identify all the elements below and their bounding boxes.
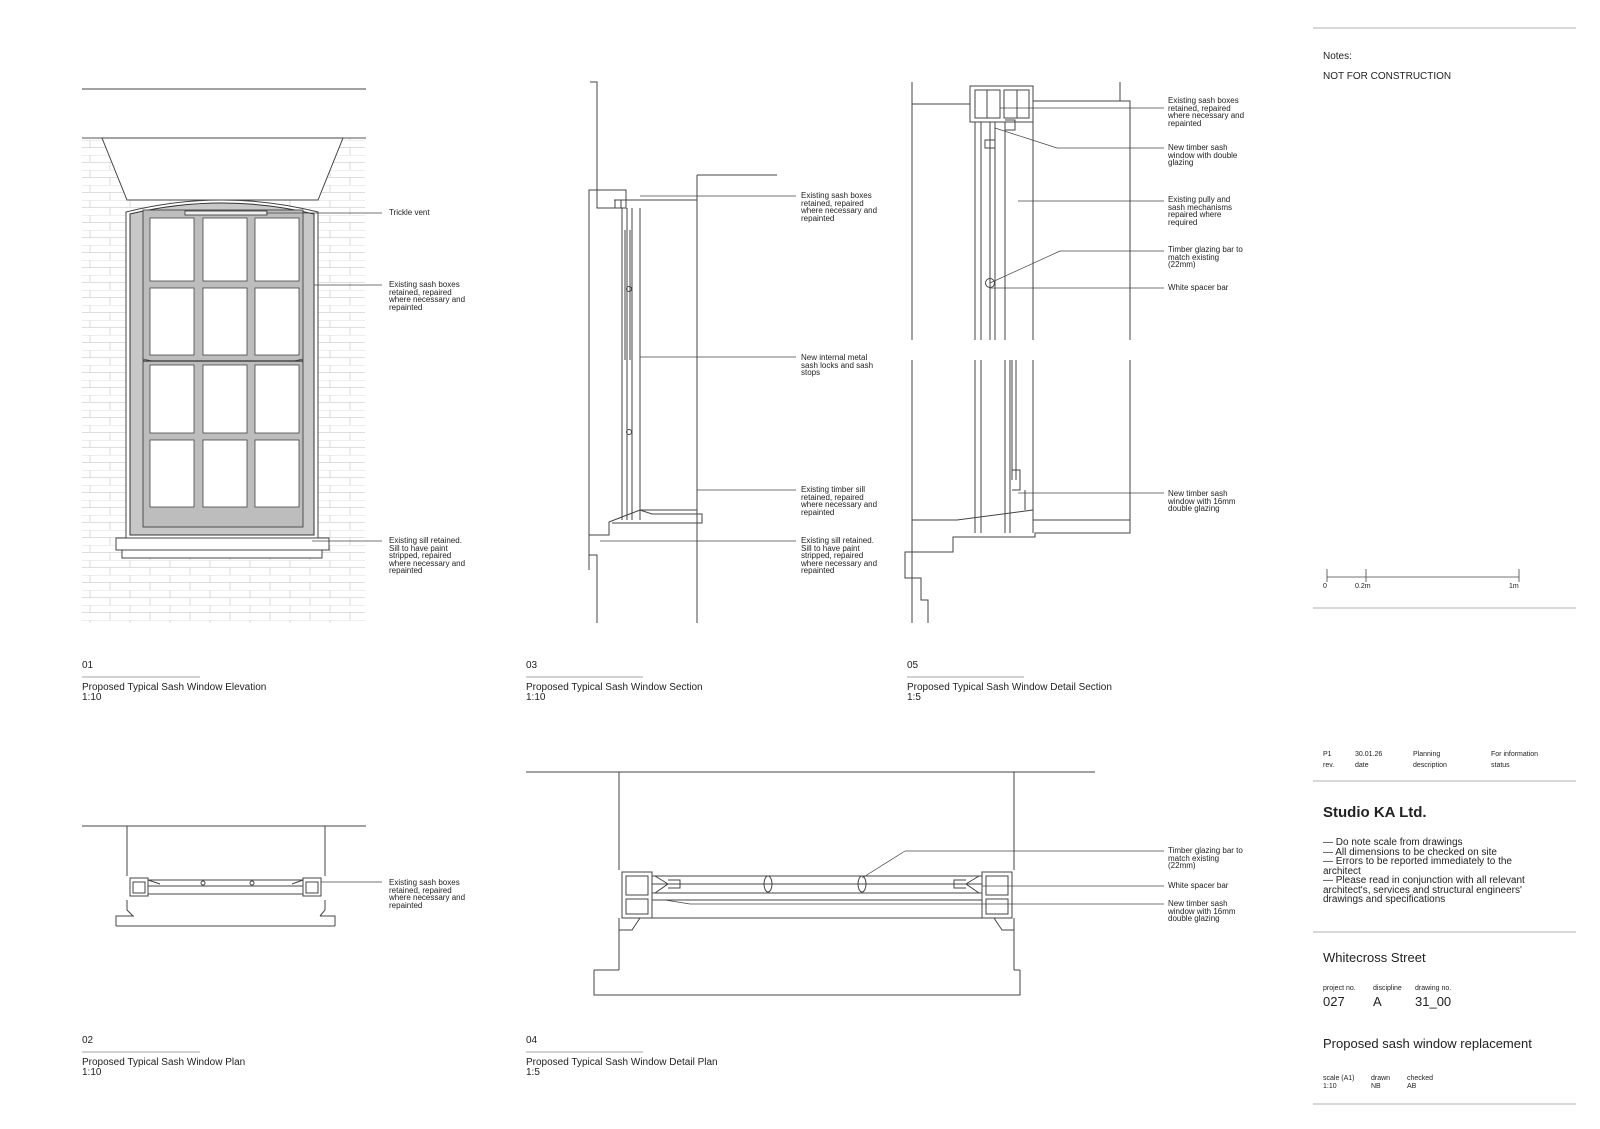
discipline-label: discipline (1373, 985, 1402, 992)
notes-text: NOT FOR CONSTRUCTION (1323, 71, 1452, 82)
sill (116, 538, 329, 550)
annotation-spacer-bar: White spacer bar (1168, 283, 1229, 292)
drawn-value: NB (1371, 1083, 1381, 1090)
description-label: description (1413, 762, 1447, 769)
annotation-new-sash: New timber sash window with double glazing (1168, 143, 1238, 168)
drawing-number: 04 (526, 1035, 538, 1046)
scale-bar (1327, 569, 1519, 582)
drawing-scale: 1:5 (526, 1067, 540, 1078)
annotation-spacer-bar: White spacer bar (1168, 881, 1229, 890)
drawn-label: drawn (1371, 1075, 1391, 1082)
scale-bar-label: 1m (1509, 583, 1519, 590)
annotation-sash-boxes: Existing sash boxes retained, repaired where necessary and repainted (389, 280, 466, 312)
status-value: For information (1491, 751, 1539, 758)
section-drawing (589, 82, 796, 623)
annotation-timber-sill: Existing timber sill retained, repaired where necessary and repainted (801, 485, 878, 517)
status-label: status (1491, 762, 1510, 769)
title-block-lines (1313, 28, 1576, 1104)
plan-drawing (82, 826, 382, 926)
scale-value: 1:10 (1323, 1083, 1337, 1090)
drawing-title-main: Proposed sash window replacement (1323, 1036, 1532, 1051)
drawing-title: Proposed Typical Sash Window Section (526, 682, 703, 693)
annotation-glazing-bar: Timber glazing bar to match existing (22mm) (1168, 245, 1243, 270)
drawing-no: 31_00 (1415, 994, 1452, 1009)
project-name: Whitecross Street (1323, 950, 1426, 965)
annotation-sash-boxes: Existing sash boxes retained, repaired where necessary and repainted (1168, 96, 1245, 128)
annotation-sash-boxes: Existing sash boxes retained, repaired where necessary and repainted (801, 191, 878, 223)
annotation-glazing-bar: Timber glazing bar to match existing (22mm) (1168, 846, 1243, 871)
disclaimer-line: architect's, services and structural engineers' (1323, 884, 1522, 896)
detail-plan-drawing (526, 772, 1164, 995)
elevation-drawing (82, 89, 382, 623)
disclaimer-line: drawings and specifications (1323, 894, 1446, 905)
date-value: 30.01.26 (1355, 751, 1383, 758)
discipline: A (1373, 994, 1382, 1009)
rev-value: P1 (1323, 751, 1332, 758)
drawing-scale: 1:5 (907, 692, 921, 703)
scale-bar-label: 0.2m (1355, 583, 1371, 590)
drawing-number: 05 (907, 660, 919, 671)
scale-label: scale (A1) (1323, 1075, 1355, 1082)
disclaimer-list (1323, 838, 1525, 905)
drawing-no-label: drawing no. (1415, 985, 1452, 992)
trickle-vent (185, 211, 267, 215)
disclaimer-line: — Errors to be reported immediately to the (1323, 856, 1512, 867)
annotation-new-sash-16mm: New timber sash window with 16mm double glazing (1168, 489, 1236, 514)
annotation-sash-locks: New internal metal sash locks and sash stops (801, 353, 874, 378)
project-no-label: project no. (1323, 985, 1356, 992)
title-underlines (82, 677, 1024, 1052)
annotation-pully: Existing pully and sash mechanisms repaired where required (1168, 195, 1233, 227)
drawing-title: Proposed Typical Sash Window Detail Section (907, 682, 1112, 693)
annotation-trickle-vent: Trickle vent (389, 208, 430, 217)
drawing-number: 01 (82, 660, 94, 671)
description-value: Planning (1413, 751, 1441, 758)
drawing-number: 02 (82, 1035, 94, 1046)
drawing-scale: 1:10 (526, 692, 546, 703)
drawing-scale: 1:10 (82, 692, 102, 703)
checked-label: checked (1407, 1075, 1434, 1082)
annotation-sash-boxes: Existing sash boxes retained, repaired where necessary and repainted (389, 878, 466, 910)
annotation-sill: Existing sill retained. Sill to have paint stripped, repaired where necessary and repainted (389, 536, 466, 576)
notes-heading: Notes: (1323, 51, 1352, 62)
checked-value: AB (1407, 1083, 1417, 1090)
drawing-title: Proposed Typical Sash Window Detail Plan (526, 1057, 718, 1068)
lintel (102, 138, 343, 200)
date-label: date (1355, 762, 1369, 769)
disclaimer-line: — Please read in conjunction with all relevant (1323, 875, 1525, 886)
drawing-number: 03 (526, 660, 538, 671)
disclaimer-line: architect (1323, 865, 1361, 877)
disclaimer-line: — Do note scale from drawings (1323, 837, 1463, 848)
rev-label: rev. (1323, 762, 1335, 769)
drawing-title: Proposed Typical Sash Window Plan (82, 1057, 246, 1068)
disclaimer-line: — All dimensions to be checked on site (1323, 846, 1497, 858)
annotation-sill: Existing sill retained. Sill to have paint stripped, repaired where necessary and repainted (801, 536, 878, 576)
detail-section-drawing (905, 82, 1164, 623)
drawing-scale: 1:10 (82, 1067, 102, 1078)
company-name: Studio KA Ltd. (1323, 804, 1427, 821)
project-no: 027 (1323, 994, 1345, 1009)
drawing-title: Proposed Typical Sash Window Elevation (82, 682, 267, 693)
scale-bar-label: 0 (1323, 583, 1327, 590)
annotation-new-sash-16mm: New timber sash window with 16mm double glazing (1168, 899, 1236, 924)
